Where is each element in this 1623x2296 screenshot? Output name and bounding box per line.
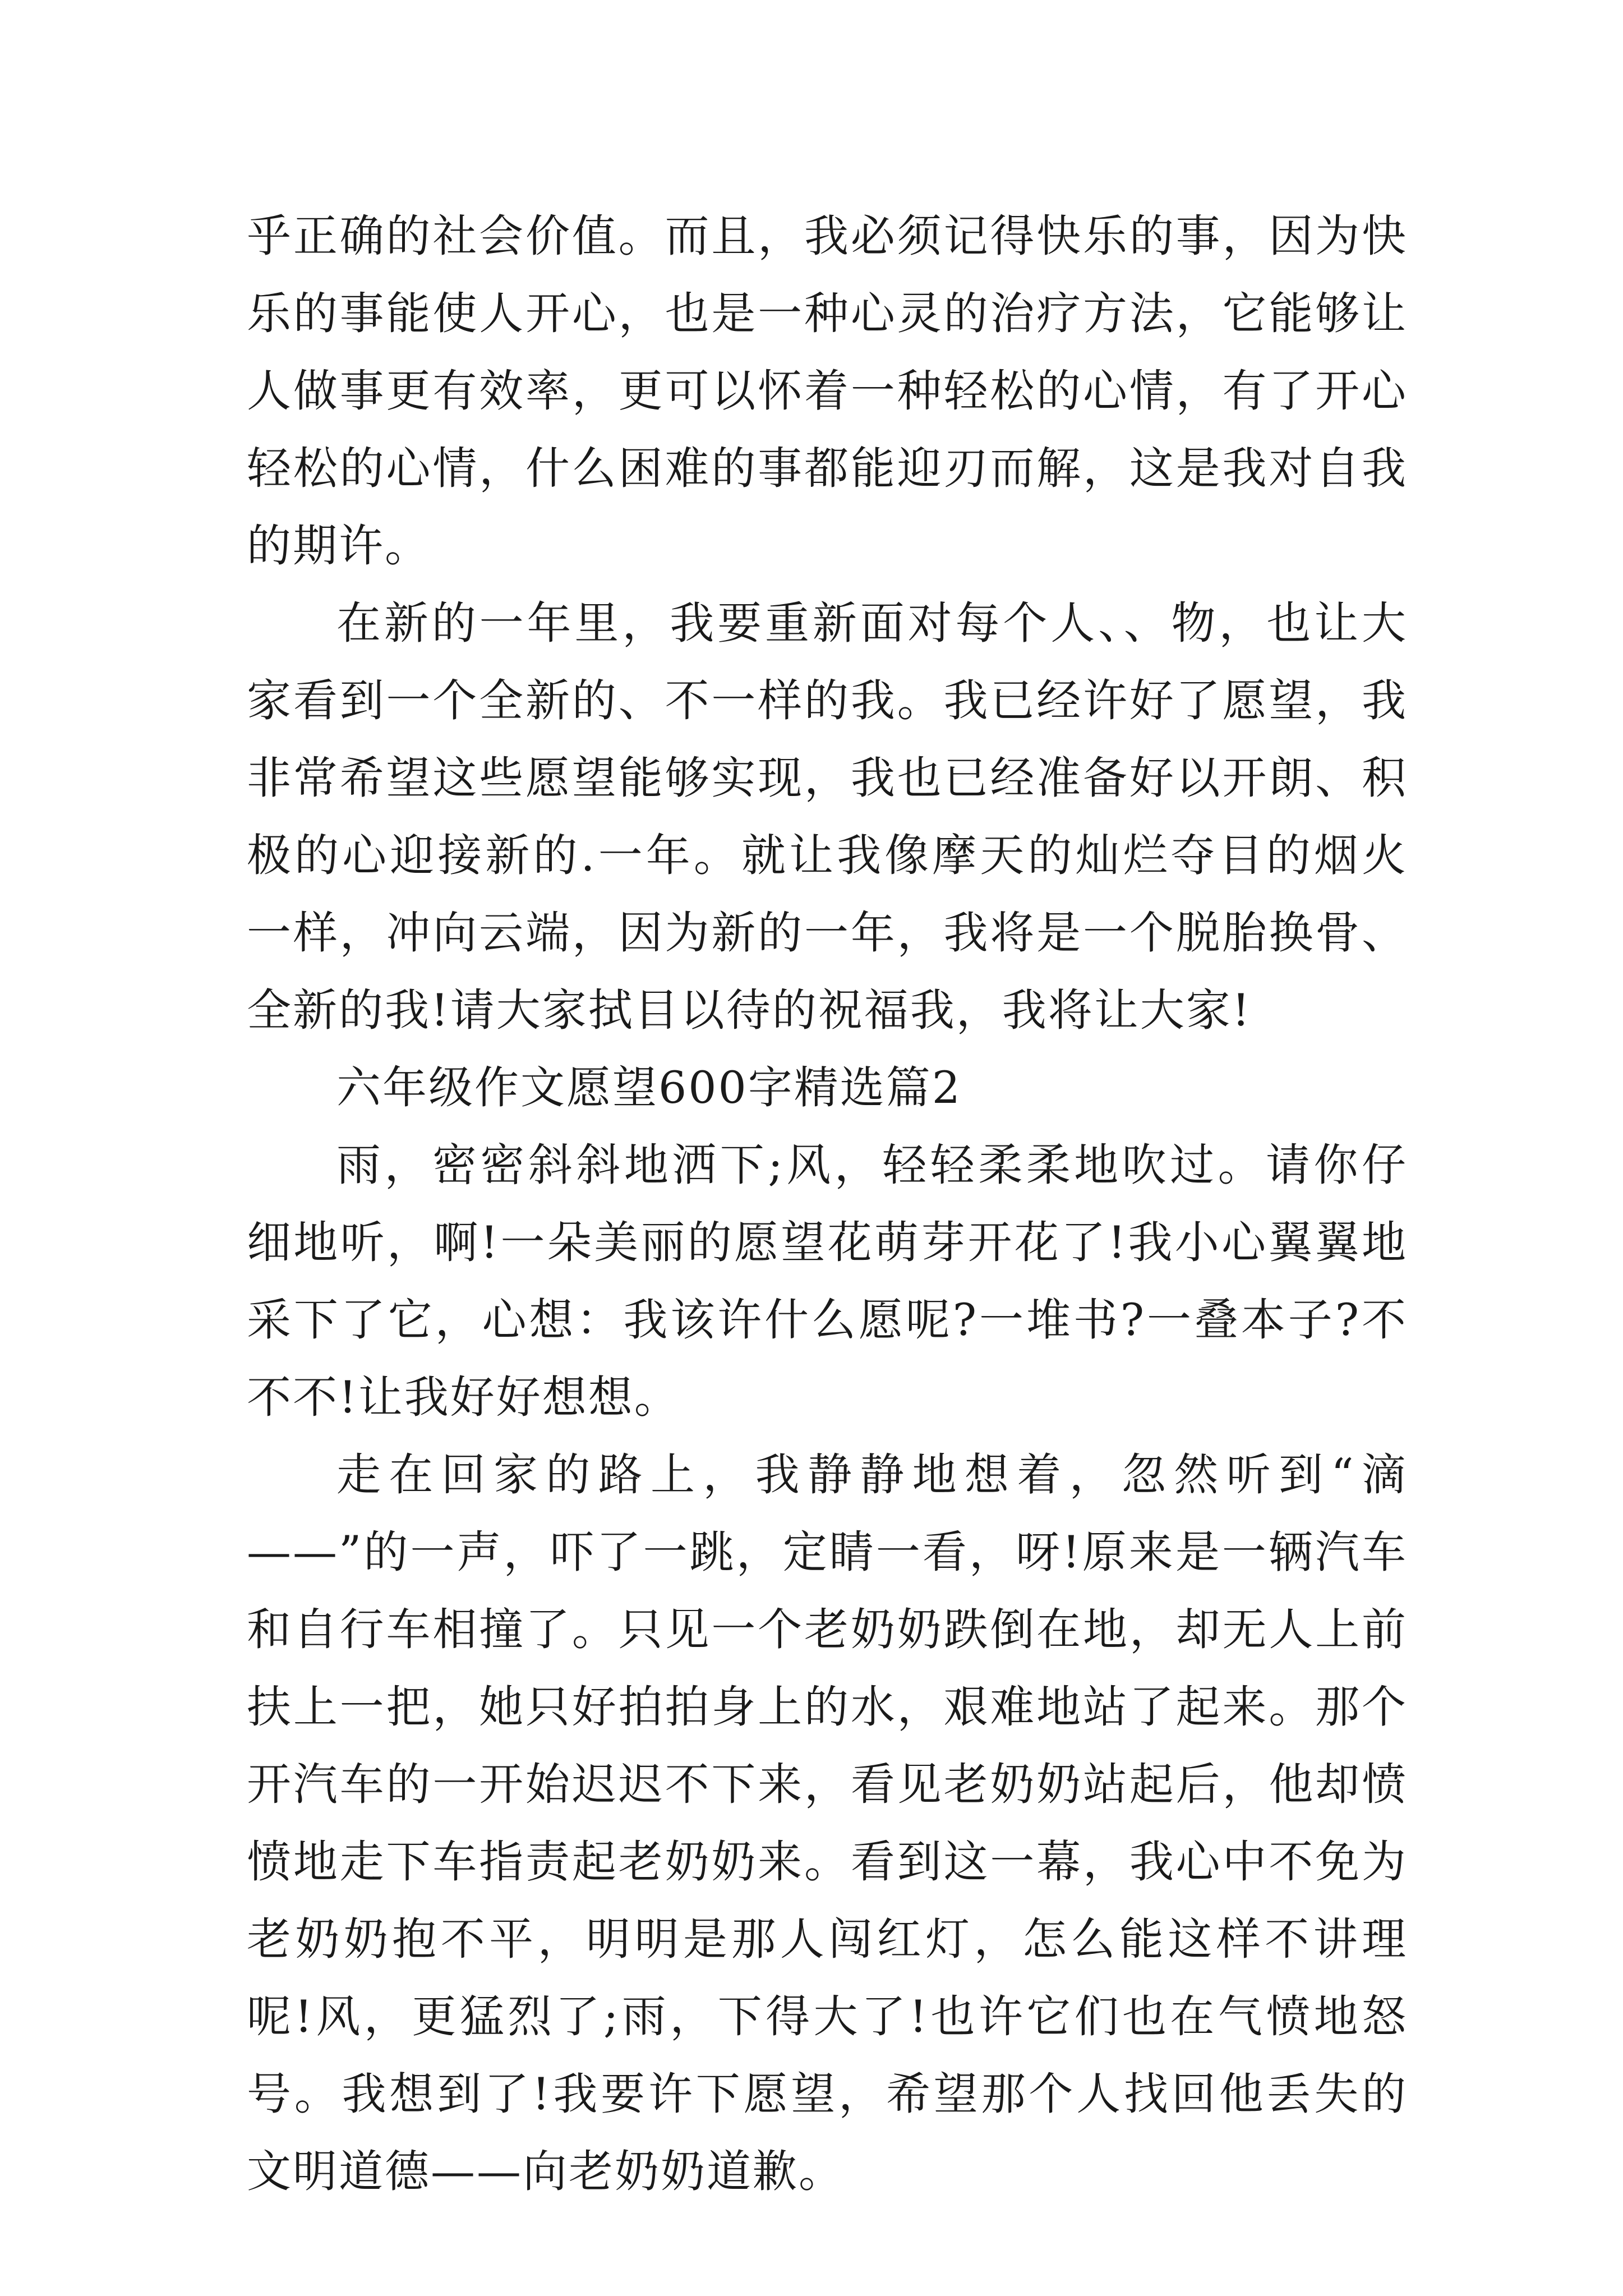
document-body bbox=[247, 197, 1408, 2210]
paragraph-road: 走在回家的路上，我静静地想着，忽然听到“滴——”的一声，吓了一跳，定睛一看，呀!原来是一辆汽车和自行车相撞了。只见一个老奶奶跌倒在地，却无人上前扶上一把，她只好拍拍身上的水，艰难地站了起来。那个开汽车的一开始迟迟不下来，看见老奶奶站起后，他却愤愤地走下车指责起老奶奶来。看到这一幕，我心中不免为老奶奶抱不平，明明是那人闯红灯，怎么能这样不讲理呢!风，更猛烈了;雨，下得大了!也许它们也在气愤地怒号。我想到了!我要许下愿望，希望那个人找回他丢失的文明道德——向老奶奶道歉。 bbox=[247, 1449, 1408, 2197]
paragraph-continuation: 乎正确的社会价值。而且，我必须记得快乐的事，因为快乐的事能使人开心，也是一种心灵的治疗方法，它能够让人做事更有效率，更可以怀着一种轻松的心情，有了开心轻松的心情，什么困难的事都能迎刃而解，这是我对自我的期许。 bbox=[247, 210, 1408, 572]
paragraph-rain: 雨，密密斜斜地洒下;风，轻轻柔柔地吹过。请你仔细地听，啊!一朵美丽的愿望花萌芽开花了!我小心翼翼地采下了它，心想：我该许什么愿呢?一堆书?一叠本子?不不不!让我好好想想。 bbox=[247, 1139, 1408, 1423]
section-heading: 六年级作文愿望600字精选篇2 bbox=[336, 1062, 962, 1114]
paragraph-new-year: 在新的一年里，我要重新面对每个人、、物，也让大家看到一个全新的、不一样的我。我已经许好了愿望，我非常希望这些愿望能够实现，我也已经准备好以开朗、积极的心迎接新的.一年。就让我像摩天的灿烂夺目的烟火一样，冲向云端，因为新的一年，我将是一个脱胎换骨、全新的我!请大家拭目以待的祝福我，我将让大家! bbox=[247, 597, 1408, 1036]
